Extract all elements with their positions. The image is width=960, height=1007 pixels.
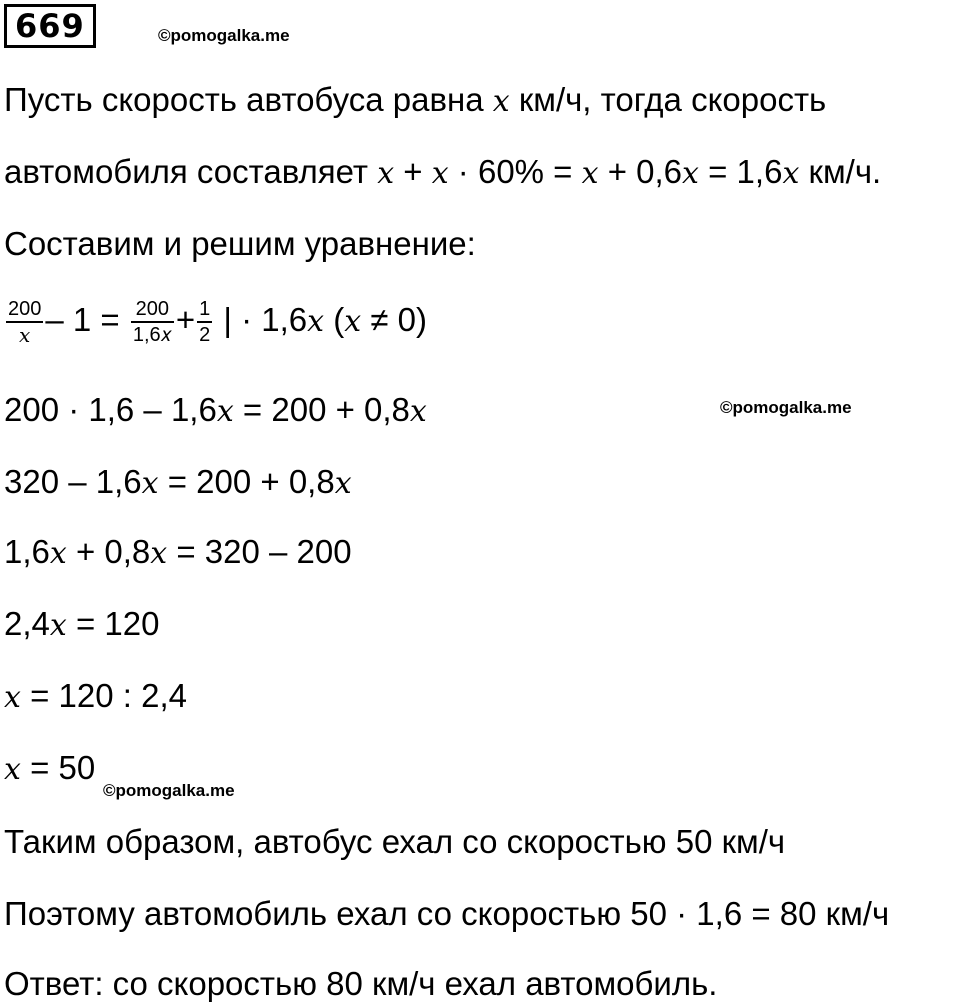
text-line-3: Составим и решим уравнение: <box>4 225 476 262</box>
equation-line: $\frac{200}{\text{𝑥}}$ – 1 = $\frac{200}{\text{1,6𝑥}}$ + $\frac{1}{2}$ | · 1,6𝑥 (𝑥 ≠ 0) <box>8 298 427 348</box>
text-line-1: Пусть скорость автобуса равна 𝑥 км/ч, тогда скорость <box>4 81 827 119</box>
watermark: ©pomogalka.me <box>158 26 290 45</box>
fraction-200-over-x: $\frac{200}{\text{𝑥}}$ <box>8 298 42 348</box>
step-5: 𝑥 = 120 : 2,4 <box>4 677 187 715</box>
fraction-200-over-1-6x: $\frac{200}{\text{1,6𝑥}}$ <box>132 298 172 347</box>
watermark: ©pomogalka.me <box>720 398 852 417</box>
step-2: 320 – 1,6𝑥 = 200 + 0,8𝑥 <box>4 463 352 501</box>
watermark: ©pomogalka.me <box>103 781 235 800</box>
conclusion-1: Таким образом, автобус ехал со скоростью 50 км/ч <box>4 823 786 860</box>
task-number: 669 <box>4 4 96 48</box>
step-1: 200 · 1,6 – 1,6𝑥 = 200 + 0,8𝑥 <box>4 391 427 429</box>
step-3: 1,6𝑥 + 0,8𝑥 = 320 – 200 <box>4 533 352 571</box>
fraction-1-over-2: $\frac{1}{2}$ <box>199 298 211 347</box>
conclusion-2: Поэтому автомобиль ехал со скоростью 50 · 1,6 = 80 км/ч <box>4 895 890 932</box>
step-4: 2,4𝑥 = 120 <box>4 605 160 643</box>
text-line-2: автомобиля составляет 𝑥 + 𝑥 · 60% = 𝑥 + 0,6𝑥 = 1,6𝑥 км/ч. <box>4 153 882 191</box>
step-6: 𝑥 = 50 <box>4 749 96 787</box>
answer-line: Ответ: со скоростью 80 км/ч ехал автомобиль. <box>4 965 718 1002</box>
